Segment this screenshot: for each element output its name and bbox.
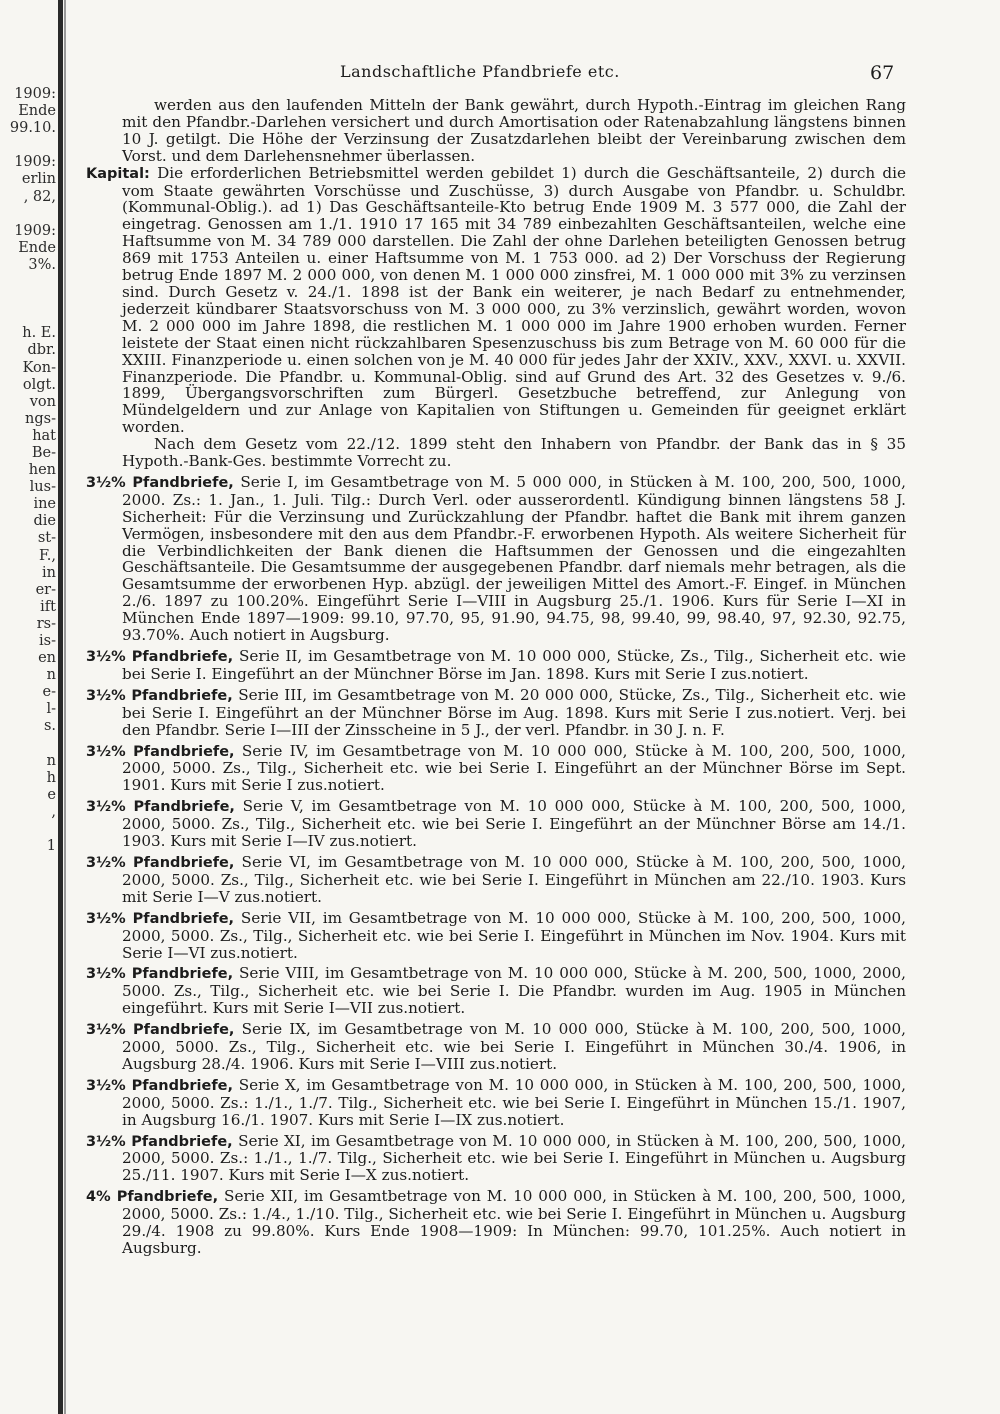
margin-fragment: , [51, 803, 56, 820]
margin-fragment: hen [28, 462, 56, 479]
margin-fragment: hat [32, 427, 56, 444]
margin-fragment: l- [46, 701, 56, 718]
margin-fragment: ine [33, 496, 56, 513]
previous-page-margin-fragments [0, 86, 56, 855]
series-lead: 3½% Pfandbriefe, [86, 1022, 235, 1039]
margin-fragment: is- [39, 633, 56, 649]
series-lead: 3½% Pfandbriefe, [86, 474, 234, 491]
margin-fragment: die [33, 513, 56, 530]
series-lead: 3½% Pfandbriefe, [86, 1133, 233, 1150]
series-text: Serie VI, im Gesamtbetrage von M. 10 000 000, Stücke à M. 100, 200, 500, 1000, 2000, 5000. Zs., Tilg., Sicherheit etc. wie bei Serie I. Eingeführt in München am 22./10. 1903. Kurs mit Serie I—V zus.notiert. [122, 852, 906, 906]
margin-fragment: s. [43, 718, 56, 735]
book-binding-edge [58, 0, 63, 1414]
series-lead: 3½% Pfandbriefe, [86, 649, 234, 665]
series-text: Serie III, im Gesamtbetrage von M. 20 000 000, Stücke, Zs., Tilg., Sicherheit etc. wie bei Serie I. Eingeführt an der Münchner Börse im Aug. 1898. Kurs mit Serie I zus.notiert. Verj. bei den Pfandbr. Serie I—III der Zinsscheine in 5 J., der verl. Pfandbr. in 30 J. n. F. [122, 685, 906, 739]
margin-fragment: 1909: [14, 86, 56, 102]
margin-fragment: , 82, [23, 188, 56, 205]
series-entry [86, 1187, 906, 1257]
margin-fragment: dbr. [27, 342, 56, 359]
margin-fragment: e- [42, 684, 56, 701]
margin-fragment [0, 137, 56, 154]
margin-fragment [0, 274, 56, 291]
margin-fragment: olgt. [22, 376, 56, 393]
margin-fragment: F., [38, 547, 56, 564]
margin-fragment: 1909: [14, 154, 56, 171]
margin-fragment: von [29, 393, 56, 410]
series-lead: 3½% Pfandbriefe, [86, 687, 233, 704]
margin-fragment: lus- [29, 479, 56, 496]
margin-fragment: rs- [36, 615, 56, 632]
margin-fragment: in [42, 564, 56, 581]
series-text: Serie IV, im Gesamtbetrage von M. 10 000 000, Stücke à M. 100, 200, 500, 1000, 2000, 5000. Zs., Tilg., Sicherheit etc. wie bei Serie I. Eingeführt an der Münchner Börse im Sept. 1901. Kurs mit Serie I zus.notiert. [122, 741, 906, 795]
series-entry [86, 797, 906, 851]
margin-fragment [0, 206, 56, 223]
margin-fragment: Be- [31, 444, 56, 461]
margin-fragment: 1909: [14, 222, 56, 239]
series-text: Serie X, im Gesamtbetrage von M. 10 000 000, in Stücken à M. 100, 200, 500, 1000, 2000, 5000. Zs.: 1./1., 1./7. Tilg., Sicherheit etc. wie bei Serie I. Eingeführt in München 15./1. 1907, in Augsburg 16./1. 1907. Kurs mit Serie I—IX zus.notiert. [122, 1075, 906, 1129]
series-lead: 3½% Pfandbriefe, [86, 966, 234, 983]
paragraph-zusatzdarlehen: werden aus den laufenden Mitteln der Bank gewährt, durch Hypoth.-Eintrag im gleichen Rang mit den Pfandbr.-Darlehen versichert und durch Amortisation oder Ratenabzahlung längstens binnen 10 J. getilgt. Die Höhe der Verzinsung der Zusatzdarlehen bleibt der Vereinbarung zwischen dem Vorst. und dem Darlehensnehmer überlassen. [122, 96, 906, 165]
series-entry [86, 964, 906, 1018]
series-text: Serie VII, im Gesamtbetrage von M. 10 000 000, Stücke à M. 100, 200, 500, 1000, 2000, 5000. Zs., Tilg., Sicherheit etc. wie bei Serie I. Eingeführt in München im Nov. 1904. Kurs mit Serie I—VI zus.notiert. [122, 908, 906, 962]
series-lead: 3½% Pfandbriefe, [86, 910, 235, 927]
margin-fragment: 1 [46, 838, 56, 855]
series-entry [86, 1075, 906, 1129]
margin-fragment: n [46, 667, 56, 684]
page-number: 67 [870, 62, 895, 84]
margin-fragment: ift [40, 598, 56, 615]
book-binding-shadow [64, 0, 66, 1414]
series-text: Serie II, im Gesamtbetrage von M. 10 000 000, Stücke, Zs., Tilg., Sicherheit etc. wie bei Serie I. Eingeführt an der Münchner Börse im Jan. 1898. Kurs mit Serie I zus.notiert. [122, 647, 906, 683]
kapital-text: Die erforderlichen Betriebsmittel werden gebildet 1) durch die Geschäftsanteile, 2) durch die vom Staate gewährten Vorschüsse und Zuschüsse, 3) durch Ausgabe von Pfandbr. u. Schuldbr. (Kommunal-Oblig.). ad 1) Das Geschäftsanteile-Kto betrug Ende 1909 M. 3 577 000, die Zahl der eingetrag. Genossen am 1./1. 1910 17 165 mit 34 789 einbezahlten Geschäftsanteilen, welche eine Haftsumme von M. 34 789 000 darstellen. Die Zahl der ohne Darlehen beteiligten Genossen betrug 869 mit 1753 Anteilen u. einer Haftsumme von M. 1 753 000. ad 2) Der Vorschuss der Regierung betrug Ende 1897 M. 2 000 000, von denen M. 1 000 000 zinsfrei, M. 1 000 000 mit 3% zu verzinsen sind. Durch Gesetz v. 24./1. 1898 ist der Bank ein weiterer, je nach Bedarf zu entnehmender, jederzeit kündbarer Staatsvorschuss von M. 3 000 000, zu 3% verzinslich, gewährt worden, wovon M. 2 000 000 im Jahre 1898, die restlichen M. 1 000 000 im Jahre 1900 erhoben wurden. Ferner leistete der Staat einen nicht rückzahlbaren Spesenzuschuss bis zum Betrage von M. 60 000 für die XXIII. Finanzperiode u. einen solchen von je M. 40 000 für jedes Jahr der XXIV., XXV., XXVI. u. XXVII. Finanzperiode. Die Pfandbr. u. Kommunal-Oblig. sind auf Grund des Art. 32 des Gesetzes v. 9./6. 1899, Übergangsvorschriften zum Bürgerl. Gesetzbuche betreffend, zur Anlegung von Mündelgeldern und zur Anlage von Kapitalien von Stiftungen u. Gemeinden für geeignet erklärt worden. [122, 163, 906, 437]
margin-fragment: Kon- [22, 359, 56, 376]
margin-fragment [0, 736, 56, 753]
series-entry [86, 852, 906, 906]
margin-fragment: 3%. [28, 256, 56, 273]
margin-fragment: en [38, 650, 56, 667]
margin-fragment: h [46, 769, 56, 786]
series-entry [86, 741, 906, 795]
margin-fragment: n [46, 752, 56, 769]
margin-fragment: Ende [18, 103, 56, 120]
series-entry [86, 1020, 906, 1073]
margin-fragment [0, 291, 56, 308]
margin-fragment: erlin [21, 171, 56, 188]
series-lead: 3½% Pfandbriefe, [86, 854, 235, 871]
margin-fragment: er- [35, 581, 56, 598]
page-body [86, 96, 906, 1257]
series-lead: 4% Pfandbriefe, [86, 1189, 219, 1206]
series-lead: 3½% Pfandbriefe, [86, 799, 235, 816]
series-text: Serie XI, im Gesamtbetrage von M. 10 000 000, in Stücken à M. 100, 200, 500, 1000, 2000, 5000. Zs.: 1./1., 1./7. Tilg., Sicherheit etc. wie bei Serie I. Eingeführt in München u. Augsburg 25./11. 1907. Kurs mit Serie I—X zus.notiert. [122, 1131, 906, 1185]
margin-fragment [0, 821, 56, 838]
margin-fragment: st- [37, 530, 56, 547]
margin-fragment: 99.10. [9, 120, 56, 137]
margin-fragment [0, 308, 56, 325]
series-text: Serie V, im Gesamtbetrage von M. 10 000 000, Stücke à M. 100, 200, 500, 1000, 2000, 5000. Zs., Tilg., Sicherheit etc. wie bei Serie I. Eingeführt an der Münchner Börse am 14./1. 1903. Kurs mit Serie I—IV zus.notiert. [122, 797, 906, 851]
series-entry [86, 647, 906, 683]
series-lead: 3½% Pfandbriefe, [86, 1077, 233, 1094]
series-text: Serie IX, im Gesamtbetrage von M. 10 000 000, Stücke à M. 100, 200, 500, 1000, 2000, 5000. Zs., Tilg., Sicherheit etc. wie bei Serie I. Eingeführt in München 30./4. 1906, in Augsburg 28./4. 1906. Kurs mit Serie I—VIII zus.notiert. [122, 1020, 906, 1073]
margin-fragment: Ende [18, 239, 56, 256]
paragraph-kapital [86, 163, 906, 437]
series-entry [86, 1131, 906, 1185]
series-lead: 3½% Pfandbriefe, [86, 743, 235, 760]
margin-fragment: h. E. [22, 325, 56, 342]
series-text: Serie I, im Gesamtbetrage von M. 5 000 000, in Stücken à M. 100, 200, 500, 1000, 2000. Zs.: 1. Jan., 1. Juli. Tilg.: Durch Verl. oder ausserordentl. Kündigung binnen längstens 58 J. Sicherheit: Für die Verzinsung und Zurückzahlung der Pfandbr. haftet die Bank mit ihrem ganzen Vermögen, insbesondere mit den aus dem Pfandbr.-F. erworbenen Hypoth. Als weitere Sicherheit für die Verbindlichkeiten der Bank dienen die Haftsummen der Genossen und die eingezahlten Geschäftsanteile. Die Gesamtsumme der ausgegebenen Pfandbr. darf niemals mehr betragen, als die Gesamtsumme der erworbenen Hyp. abzügl. der jeweiligen Mittel des Amort.-F. Eingef. in München 2./6. 1897 zu 100.20%. Eingeführt Serie I—VIII in Augsburg 25./1. 1906. Kurs für Serie I—XI in München Ende 1897—1909: 99.10, 97.70, 95, 91.90, 94.75, 98, 99.40, 99, 98.40, 97, 92.30, 92.75, 93.70%. Auch notiert in Augsburg. [122, 472, 906, 645]
kapital-heading: Kapital: [86, 165, 150, 182]
series-entry [86, 685, 906, 739]
running-header-title: Landschaftliche Pfandbriefe etc. [340, 62, 620, 81]
series-entry [86, 472, 906, 645]
series-text: Serie VIII, im Gesamtbetrage von M. 10 000 000, Stücke à M. 200, 500, 1000, 2000, 5000. Zs., Tilg., Sicherheit etc. wie bei Serie I. Die Pfandbr. wurden im Aug. 1905 in München eingeführt. Kurs mit Serie I—VII zus.notiert. [122, 964, 906, 1018]
margin-fragment: e [47, 786, 56, 803]
series-entry [86, 908, 906, 962]
series-list [86, 472, 906, 1257]
margin-fragment: ngs- [25, 410, 56, 427]
series-text: Serie XII, im Gesamtbetrage von M. 10 000 000, in Stücken à M. 100, 200, 500, 1000, 2000, 5000. Zs.: 1./4., 1./10. Tilg., Sicherheit etc. wie bei Serie I. Eingeführt in München u. Augsburg 29./4. 1908 zu 99.80%. Kurs Ende 1908—1909: In München: 99.70, 101.25%. Auch notiert in Augsburg. [122, 1187, 906, 1257]
paragraph-gesetz: Nach dem Gesetz vom 22./12. 1899 steht den Inhabern von Pfandbr. der Bank das in § 35 Hypoth.-Bank-Ges. bestimmte Vorrecht zu. [122, 435, 906, 471]
